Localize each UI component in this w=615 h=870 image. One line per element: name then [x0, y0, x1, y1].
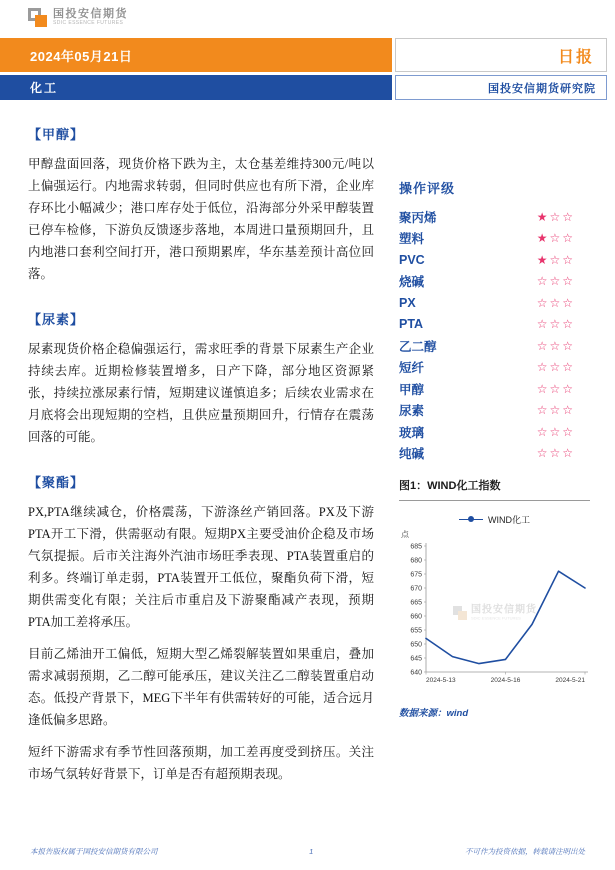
y-tick-label: 685 — [410, 543, 422, 551]
rating-stars: ☆☆☆ — [536, 295, 575, 310]
article-paragraph: 短纤下游需求有季节性回落预期，加工差再度受到挤压。关注市场气氛转好背景下，订单是否有超预期表现。 — [28, 745, 374, 781]
rating-stars: ☆☆☆ — [536, 381, 575, 396]
rating-row — [399, 206, 575, 228]
brand-logo-text — [53, 8, 128, 27]
article-heading: 【甲醇】 — [28, 127, 85, 142]
rating-row — [399, 271, 575, 293]
rating-product-name: 纯碱 — [399, 447, 425, 462]
x-tick-label: 2024-5-16 — [490, 677, 521, 684]
y-tick-label: 645 — [410, 655, 422, 663]
rating-row — [399, 378, 575, 400]
rating-row — [399, 292, 575, 314]
rating-row — [399, 421, 575, 443]
rating-product-name: 烧碱 — [399, 275, 425, 290]
rating-product-name: 甲醇 — [399, 382, 425, 397]
y-tick-label: 670 — [410, 585, 422, 593]
rating-product-name: 尿素 — [399, 404, 425, 419]
rating-row — [399, 314, 575, 336]
rating-row — [399, 228, 575, 250]
ratings-panel — [399, 178, 590, 464]
y-tick-label: 675 — [410, 571, 422, 579]
rating-row — [399, 400, 575, 422]
article-paragraph: PX,PTA继续减仓，价格震荡，下游涤丝产销回落。PX及下游PTA开工下滑，供需驱动有限。短期PX主要受油价企稳及市场气氛提振。后市关注海外汽油市场旺季表现、PTA装置重启的利多。终端订单走弱，PTA装置开工低位，聚酯负荷下滑，短期供需变化有限；关注后市重启及下游聚酯减产表现，预期PTA加工差将承压。 — [28, 505, 374, 629]
figure-title: 图1：WIND化工指数 — [399, 477, 590, 501]
rating-stars: ☆☆☆ — [536, 317, 575, 332]
figure-panel — [399, 477, 590, 719]
rating-product-name: 乙二醇 — [399, 339, 437, 354]
article-paragraph: 尿素现货价格企稳偏强运行，需求旺季的背景下尿素生产企业持续去库。近期检修装置增多，日产下降，部分地区资源紧张，持续拉涨尿素行情，短期建议谨慎追多；后续农业需求在月底将会出现短期的空档，且供应量预期回升，行情存在震荡回落的可能。 — [28, 342, 374, 444]
ratings-title: 操作评级 — [399, 181, 456, 196]
y-tick-label: 655 — [410, 627, 422, 635]
chart-canvas — [399, 539, 590, 689]
brand-logo-icon — [27, 7, 48, 28]
rating-stars: ★☆☆ — [536, 252, 575, 267]
y-tick-label: 640 — [410, 669, 422, 677]
rating-stars: ☆☆☆ — [536, 446, 575, 461]
rating-product-name: PTA — [399, 317, 424, 332]
rating-row — [399, 357, 575, 379]
report-date: 2024年05月21日 — [30, 48, 133, 64]
articles-column — [28, 124, 374, 795]
x-tick-label: 2024-5-21 — [555, 677, 585, 684]
brand-name: 国投安信期货 — [53, 8, 128, 20]
footer-copyright: 本报告版权属于国投安信期货有限公司 — [30, 847, 158, 856]
page-footer — [0, 846, 615, 857]
page-number: 1 — [309, 847, 314, 856]
watermark-brand: 国投安信期货 — [471, 604, 537, 616]
article-paragraph: 甲醇盘面回落，现货价格下跌为主，太仓基差维持300元/吨以上偏强运行。内地需求转弱，但同时供应也有所下滑，企业库存环比小幅减少；港口库存处于低位，沿海部分外采甲醇装置已停车检修，下游负反馈逐步落地，本周进口量预期回升，且内地港口套利空间打开，港口预期累库，华东基差预计高位回落。 — [28, 157, 374, 281]
rating-stars: ★☆☆ — [536, 231, 575, 246]
chart-legend — [399, 513, 590, 525]
report-type-box — [395, 38, 607, 72]
legend-line-icon — [459, 519, 483, 520]
ratings-list — [399, 206, 590, 464]
watermark-brand-en: SDIC ESSENCE FUTURES — [471, 615, 521, 621]
rating-product-name: 聚丙烯 — [399, 210, 437, 225]
article-heading: 【尿素】 — [28, 312, 85, 327]
header-section-row — [0, 75, 615, 100]
section-title: 化工 — [30, 81, 59, 95]
y-tick-label: 650 — [410, 641, 422, 649]
rating-stars: ★☆☆ — [536, 209, 575, 224]
institute-box — [395, 75, 607, 100]
brand-logo — [27, 7, 128, 28]
rating-product-name: 塑料 — [399, 232, 425, 247]
date-bar — [0, 38, 392, 72]
report-type-label: 日报 — [557, 48, 594, 66]
rating-product-name: 短纤 — [399, 361, 425, 376]
chart-y-axis-unit: 点 — [401, 530, 409, 539]
article-paragraph: 目前乙烯油开工偏低，短期大型乙烯裂解装置如果重启，叠加需求减弱预期，乙二醇可能承压，建议关注乙二醇装置重启动态。低投产背景下，MEG下半年有供需转好的可能，适合远月逢低偏多思路。 — [28, 647, 374, 727]
legend-series-label: WIND化工 — [488, 514, 530, 525]
rating-stars: ☆☆☆ — [536, 403, 575, 418]
rating-stars: ☆☆☆ — [536, 338, 575, 353]
chart-line-wind — [426, 571, 585, 663]
brand-name-en: SDIC ESSENCE FUTURES — [53, 20, 124, 26]
footer-disclaimer: 不可作为投资依据，转载请注明出处 — [464, 847, 585, 856]
right-column — [399, 178, 590, 719]
section-bar — [0, 75, 392, 100]
rating-row — [399, 335, 575, 357]
institute-name: 国投安信期货研究院 — [488, 82, 596, 95]
rating-stars: ☆☆☆ — [536, 360, 575, 375]
wind-chart — [399, 513, 590, 689]
rating-product-name: PVC — [399, 252, 425, 267]
x-tick-label: 2024-5-13 — [426, 677, 456, 684]
rating-product-name: PX — [399, 295, 416, 310]
rating-product-name: 玻璃 — [399, 425, 425, 440]
y-tick-label: 665 — [410, 599, 422, 607]
data-source: 数据来源：wind — [399, 708, 469, 719]
y-tick-label: 660 — [410, 613, 422, 621]
rating-row — [399, 443, 575, 465]
rating-stars: ☆☆☆ — [536, 424, 575, 439]
rating-stars: ☆☆☆ — [536, 274, 575, 289]
y-tick-label: 680 — [410, 557, 422, 565]
article-heading: 【聚酯】 — [28, 475, 85, 490]
rating-row — [399, 249, 575, 271]
header-date-row — [0, 38, 615, 72]
